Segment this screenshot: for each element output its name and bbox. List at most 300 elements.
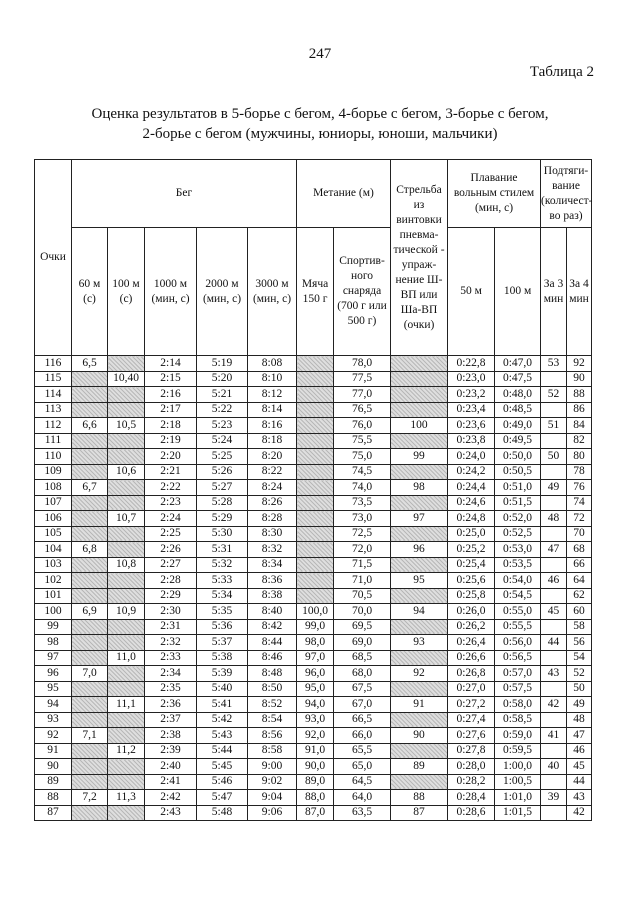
cell-run-3000: 9:04: [248, 790, 297, 806]
cell-pull-4: 66: [567, 557, 592, 573]
heading-line-1: Оценка результатов в 5-борье с бегом, 4-борье с бегом, 3-борье с бегом,: [91, 106, 549, 122]
cell-pull-3: [541, 526, 567, 542]
cell-swim-50: 0:23,4: [448, 402, 495, 418]
cell-grenade: 73,5: [334, 495, 391, 511]
cell-shooting: [391, 495, 448, 511]
cell-pull-4: 92: [567, 356, 592, 372]
header-run-1000: 1000 м (мин, с): [145, 228, 197, 356]
cell-run-60: 6,7: [72, 480, 108, 496]
cell-ball: [297, 371, 334, 387]
cell-grenade: 67,5: [334, 681, 391, 697]
cell-pull-4: 46: [567, 743, 592, 759]
cell-pull-4: 48: [567, 712, 592, 728]
cell-run-60: [72, 650, 108, 666]
cell-run-3000: 8:54: [248, 712, 297, 728]
cell-shooting: 100: [391, 418, 448, 434]
cell-run-100: 11,2: [108, 743, 145, 759]
cell-grenade: 67,0: [334, 697, 391, 713]
cell-grenade: 77,0: [334, 387, 391, 403]
cell-run-2000: 5:22: [197, 402, 248, 418]
table-row: [35, 697, 592, 713]
cell-points: 99: [35, 619, 72, 635]
cell-points: 91: [35, 743, 72, 759]
cell-shooting: [391, 464, 448, 480]
cell-ball: [297, 588, 334, 604]
cell-points: 95: [35, 681, 72, 697]
table-heading: [60, 104, 580, 144]
header-points: Очки: [35, 160, 72, 356]
cell-points: 115: [35, 371, 72, 387]
cell-grenade: 76,0: [334, 418, 391, 434]
cell-points: 111: [35, 433, 72, 449]
cell-run-1000: 2:24: [145, 511, 197, 527]
cell-run-100: [108, 681, 145, 697]
cell-run-60: 6,9: [72, 604, 108, 620]
cell-run-100: 11,1: [108, 697, 145, 713]
cell-pull-4: 74: [567, 495, 592, 511]
cell-points: 94: [35, 697, 72, 713]
cell-run-2000: 5:24: [197, 433, 248, 449]
cell-run-100: [108, 573, 145, 589]
cell-run-1000: 2:18: [145, 418, 197, 434]
heading-line-2: 2-борье с бегом (мужчины, юниоры, юноши, мальчики): [142, 126, 498, 142]
cell-run-100: [108, 480, 145, 496]
cell-swim-50: 0:27,6: [448, 728, 495, 744]
cell-grenade: 69,0: [334, 635, 391, 651]
cell-swim-100: 1:01,0: [495, 790, 541, 806]
cell-run-1000: 2:17: [145, 402, 197, 418]
cell-pull-4: 47: [567, 728, 592, 744]
table-row: [35, 511, 592, 527]
header-run-3000: 3000 м (мин, с): [248, 228, 297, 356]
cell-run-100: [108, 805, 145, 821]
cell-swim-50: 0:24,8: [448, 511, 495, 527]
header-pullups: Подтяги-вание (количест-во раз): [541, 160, 592, 228]
header-pull-4: За 4 мин: [567, 228, 592, 356]
cell-shooting: [391, 650, 448, 666]
cell-shooting: [391, 387, 448, 403]
table-row: [35, 449, 592, 465]
cell-grenade: 74,5: [334, 464, 391, 480]
cell-ball: [297, 480, 334, 496]
cell-points: 112: [35, 418, 72, 434]
cell-run-2000: 5:45: [197, 759, 248, 775]
cell-swim-100: 0:58,5: [495, 712, 541, 728]
cell-run-2000: 5:48: [197, 805, 248, 821]
cell-swim-100: 0:56,0: [495, 635, 541, 651]
cell-pull-3: [541, 712, 567, 728]
cell-run-3000: 8:10: [248, 371, 297, 387]
page-number: 247: [308, 46, 332, 62]
cell-pull-4: 44: [567, 774, 592, 790]
cell-ball: 92,0: [297, 728, 334, 744]
cell-pull-4: 54: [567, 650, 592, 666]
cell-run-3000: 8:36: [248, 573, 297, 589]
cell-shooting: [391, 774, 448, 790]
cell-run-3000: 8:38: [248, 588, 297, 604]
table-label: Таблица 2: [529, 64, 594, 80]
cell-pull-4: 64: [567, 573, 592, 589]
cell-run-60: 6,5: [72, 356, 108, 372]
cell-pull-4: 84: [567, 418, 592, 434]
cell-run-2000: 5:21: [197, 387, 248, 403]
cell-run-3000: 9:00: [248, 759, 297, 775]
cell-run-2000: 5:25: [197, 449, 248, 465]
cell-pull-3: [541, 650, 567, 666]
cell-pull-3: 52: [541, 387, 567, 403]
cell-swim-100: 0:54,5: [495, 588, 541, 604]
cell-run-3000: 8:46: [248, 650, 297, 666]
cell-run-60: [72, 511, 108, 527]
cell-ball: 90,0: [297, 759, 334, 775]
cell-shooting: [391, 743, 448, 759]
cell-swim-100: 0:51,5: [495, 495, 541, 511]
cell-ball: 93,0: [297, 712, 334, 728]
cell-shooting: 98: [391, 480, 448, 496]
cell-ball: [297, 526, 334, 542]
cell-run-2000: 5:34: [197, 588, 248, 604]
cell-run-2000: 5:27: [197, 480, 248, 496]
table-row: [35, 433, 592, 449]
cell-run-1000: 2:25: [145, 526, 197, 542]
cell-shooting: [391, 588, 448, 604]
cell-ball: [297, 464, 334, 480]
cell-shooting: [391, 712, 448, 728]
cell-grenade: 66,0: [334, 728, 391, 744]
cell-run-1000: 2:20: [145, 449, 197, 465]
cell-pull-3: [541, 805, 567, 821]
cell-swim-100: 0:47,0: [495, 356, 541, 372]
cell-swim-50: 0:24,2: [448, 464, 495, 480]
cell-swim-50: 0:23,6: [448, 418, 495, 434]
cell-shooting: [391, 526, 448, 542]
cell-pull-3: [541, 433, 567, 449]
cell-swim-100: 0:47,5: [495, 371, 541, 387]
cell-run-2000: 5:41: [197, 697, 248, 713]
cell-shooting: 91: [391, 697, 448, 713]
cell-shooting: [391, 557, 448, 573]
cell-run-1000: 2:38: [145, 728, 197, 744]
cell-points: 103: [35, 557, 72, 573]
table-row: [35, 371, 592, 387]
cell-swim-50: 0:24,6: [448, 495, 495, 511]
cell-pull-4: 50: [567, 681, 592, 697]
cell-pull-4: 80: [567, 449, 592, 465]
cell-run-1000: 2:26: [145, 542, 197, 558]
cell-ball: [297, 542, 334, 558]
cell-points: 97: [35, 650, 72, 666]
cell-pull-3: 40: [541, 759, 567, 775]
cell-ball: [297, 433, 334, 449]
cell-pull-4: 76: [567, 480, 592, 496]
cell-pull-4: 60: [567, 604, 592, 620]
cell-shooting: [391, 356, 448, 372]
cell-grenade: 70,5: [334, 588, 391, 604]
cell-run-60: [72, 619, 108, 635]
cell-grenade: 73,0: [334, 511, 391, 527]
cell-shooting: 95: [391, 573, 448, 589]
cell-swim-100: 0:55,5: [495, 619, 541, 635]
cell-pull-3: 45: [541, 604, 567, 620]
cell-run-3000: 8:12: [248, 387, 297, 403]
cell-points: 87: [35, 805, 72, 821]
table-body: [35, 356, 592, 821]
cell-run-3000: 8:34: [248, 557, 297, 573]
cell-swim-100: 0:59,5: [495, 743, 541, 759]
cell-run-3000: 8:44: [248, 635, 297, 651]
cell-pull-4: 62: [567, 588, 592, 604]
cell-swim-50: 0:25,4: [448, 557, 495, 573]
cell-swim-50: 0:27,0: [448, 681, 495, 697]
cell-swim-50: 0:23,8: [448, 433, 495, 449]
cell-points: 92: [35, 728, 72, 744]
cell-pull-4: 68: [567, 542, 592, 558]
cell-pull-3: 47: [541, 542, 567, 558]
cell-swim-100: 0:48,0: [495, 387, 541, 403]
cell-run-100: 11,0: [108, 650, 145, 666]
table-row: [35, 712, 592, 728]
cell-pull-3: 50: [541, 449, 567, 465]
cell-run-2000: 5:33: [197, 573, 248, 589]
cell-grenade: 64,0: [334, 790, 391, 806]
cell-grenade: 75,0: [334, 449, 391, 465]
cell-pull-4: 82: [567, 433, 592, 449]
cell-ball: 91,0: [297, 743, 334, 759]
cell-swim-100: 0:50,0: [495, 449, 541, 465]
cell-pull-3: 44: [541, 635, 567, 651]
cell-swim-50: 0:25,6: [448, 573, 495, 589]
cell-run-60: [72, 433, 108, 449]
table-row: [35, 464, 592, 480]
cell-points: 88: [35, 790, 72, 806]
cell-run-2000: 5:43: [197, 728, 248, 744]
header-swim-50: 50 м: [448, 228, 495, 356]
cell-swim-100: 0:49,5: [495, 433, 541, 449]
cell-run-100: [108, 635, 145, 651]
cell-run-2000: 5:28: [197, 495, 248, 511]
cell-run-2000: 5:20: [197, 371, 248, 387]
header-ball: Мяча 150 г: [297, 228, 334, 356]
cell-pull-3: [541, 402, 567, 418]
table-row: [35, 542, 592, 558]
table-row: [35, 619, 592, 635]
cell-run-1000: 2:36: [145, 697, 197, 713]
cell-pull-3: [541, 588, 567, 604]
cell-points: 90: [35, 759, 72, 775]
cell-pull-3: 49: [541, 480, 567, 496]
cell-pull-3: [541, 557, 567, 573]
table-row: [35, 480, 592, 496]
cell-swim-50: 0:23,0: [448, 371, 495, 387]
cell-run-100: [108, 449, 145, 465]
cell-run-100: [108, 356, 145, 372]
cell-points: 98: [35, 635, 72, 651]
cell-pull-4: 58: [567, 619, 592, 635]
table-row: [35, 805, 592, 821]
cell-pull-3: 43: [541, 666, 567, 682]
cell-ball: [297, 495, 334, 511]
cell-points: 116: [35, 356, 72, 372]
table-row: [35, 666, 592, 682]
cell-run-2000: 5:44: [197, 743, 248, 759]
cell-run-100: [108, 774, 145, 790]
cell-grenade: 69,5: [334, 619, 391, 635]
cell-swim-50: 0:27,2: [448, 697, 495, 713]
cell-run-2000: 5:36: [197, 619, 248, 635]
cell-points: 106: [35, 511, 72, 527]
cell-swim-50: 0:28,0: [448, 759, 495, 775]
cell-run-1000: 2:35: [145, 681, 197, 697]
cell-grenade: 70,0: [334, 604, 391, 620]
cell-ball: 99,0: [297, 619, 334, 635]
cell-ball: [297, 573, 334, 589]
cell-swim-100: 0:56,5: [495, 650, 541, 666]
cell-shooting: 87: [391, 805, 448, 821]
cell-run-60: [72, 681, 108, 697]
cell-swim-100: 0:49,0: [495, 418, 541, 434]
cell-run-3000: 8:28: [248, 511, 297, 527]
cell-run-2000: 5:38: [197, 650, 248, 666]
cell-run-100: [108, 666, 145, 682]
cell-points: 102: [35, 573, 72, 589]
cell-swim-100: 0:53,5: [495, 557, 541, 573]
cell-points: 101: [35, 588, 72, 604]
cell-swim-100: 0:59,0: [495, 728, 541, 744]
cell-run-1000: 2:41: [145, 774, 197, 790]
cell-run-2000: 5:32: [197, 557, 248, 573]
cell-run-100: 10,9: [108, 604, 145, 620]
cell-run-2000: 5:26: [197, 464, 248, 480]
cell-ball: 98,0: [297, 635, 334, 651]
cell-swim-50: 0:26,6: [448, 650, 495, 666]
cell-grenade: 68,0: [334, 666, 391, 682]
cell-points: 105: [35, 526, 72, 542]
cell-run-2000: 5:37: [197, 635, 248, 651]
table-row: [35, 402, 592, 418]
cell-run-1000: 2:42: [145, 790, 197, 806]
cell-pull-3: 51: [541, 418, 567, 434]
cell-run-60: 7,1: [72, 728, 108, 744]
cell-grenade: 65,5: [334, 743, 391, 759]
cell-run-100: 10,5: [108, 418, 145, 434]
cell-grenade: 78,0: [334, 356, 391, 372]
cell-run-100: [108, 433, 145, 449]
cell-grenade: 71,5: [334, 557, 391, 573]
cell-points: 89: [35, 774, 72, 790]
cell-run-3000: 9:06: [248, 805, 297, 821]
cell-run-100: [108, 712, 145, 728]
cell-swim-100: 0:53,0: [495, 542, 541, 558]
cell-ball: 97,0: [297, 650, 334, 666]
cell-run-3000: 8:42: [248, 619, 297, 635]
cell-pull-3: [541, 743, 567, 759]
cell-run-1000: 2:39: [145, 743, 197, 759]
cell-swim-50: 0:23,2: [448, 387, 495, 403]
cell-run-1000: 2:21: [145, 464, 197, 480]
cell-swim-100: 0:58,0: [495, 697, 541, 713]
cell-run-1000: 2:16: [145, 387, 197, 403]
cell-shooting: 97: [391, 511, 448, 527]
cell-run-1000: 2:30: [145, 604, 197, 620]
cell-run-100: 11,3: [108, 790, 145, 806]
cell-pull-4: 78: [567, 464, 592, 480]
cell-points: 104: [35, 542, 72, 558]
header-throw: Метание (м): [297, 160, 391, 228]
cell-swim-50: 0:25,8: [448, 588, 495, 604]
cell-swim-100: 0:57,5: [495, 681, 541, 697]
table-row: [35, 681, 592, 697]
header-run-100: 100 м (с): [108, 228, 145, 356]
cell-run-3000: 8:24: [248, 480, 297, 496]
cell-run-100: [108, 759, 145, 775]
cell-swim-100: 0:55,0: [495, 604, 541, 620]
cell-grenade: 74,0: [334, 480, 391, 496]
cell-run-100: [108, 728, 145, 744]
cell-run-3000: 8:16: [248, 418, 297, 434]
cell-run-1000: 2:40: [145, 759, 197, 775]
cell-run-2000: 5:31: [197, 542, 248, 558]
cell-run-2000: 5:39: [197, 666, 248, 682]
cell-run-60: [72, 449, 108, 465]
cell-run-3000: 8:20: [248, 449, 297, 465]
cell-grenade: 63,5: [334, 805, 391, 821]
cell-pull-3: [541, 371, 567, 387]
cell-shooting: [391, 402, 448, 418]
cell-ball: 87,0: [297, 805, 334, 821]
cell-shooting: 93: [391, 635, 448, 651]
table-row: [35, 418, 592, 434]
cell-run-60: [72, 712, 108, 728]
header-shooting: Стрельба из винтовки пневма-тической - упраж-нение Ш-ВП или Ша-ВП (очки): [391, 160, 448, 356]
cell-pull-3: 48: [541, 511, 567, 527]
cell-swim-100: 1:00,5: [495, 774, 541, 790]
cell-run-3000: 8:40: [248, 604, 297, 620]
cell-swim-100: 0:54,0: [495, 573, 541, 589]
cell-pull-3: [541, 619, 567, 635]
cell-ball: 95,0: [297, 681, 334, 697]
table-row: [35, 759, 592, 775]
cell-ball: 94,0: [297, 697, 334, 713]
cell-run-60: [72, 743, 108, 759]
cell-points: 109: [35, 464, 72, 480]
cell-pull-4: 45: [567, 759, 592, 775]
cell-run-1000: 2:27: [145, 557, 197, 573]
cell-run-60: 7,2: [72, 790, 108, 806]
cell-run-60: [72, 774, 108, 790]
cell-points: 96: [35, 666, 72, 682]
table-row: [35, 743, 592, 759]
cell-run-60: 6,8: [72, 542, 108, 558]
header-pull-3: За 3 мин: [541, 228, 567, 356]
cell-shooting: 96: [391, 542, 448, 558]
cell-pull-3: 46: [541, 573, 567, 589]
header-swim: Плавание вольным стилем (мин, с): [448, 160, 541, 228]
cell-shooting: [391, 371, 448, 387]
cell-shooting: 89: [391, 759, 448, 775]
cell-run-1000: 2:32: [145, 635, 197, 651]
header-run: Бег: [72, 160, 297, 228]
cell-run-3000: 8:14: [248, 402, 297, 418]
scoring-table: [34, 159, 592, 821]
cell-swim-50: 0:24,4: [448, 480, 495, 496]
cell-run-3000: 8:48: [248, 666, 297, 682]
cell-run-1000: 2:37: [145, 712, 197, 728]
cell-run-100: [108, 542, 145, 558]
cell-run-1000: 2:22: [145, 480, 197, 496]
cell-run-3000: 8:26: [248, 495, 297, 511]
cell-ball: 88,0: [297, 790, 334, 806]
cell-run-1000: 2:14: [145, 356, 197, 372]
